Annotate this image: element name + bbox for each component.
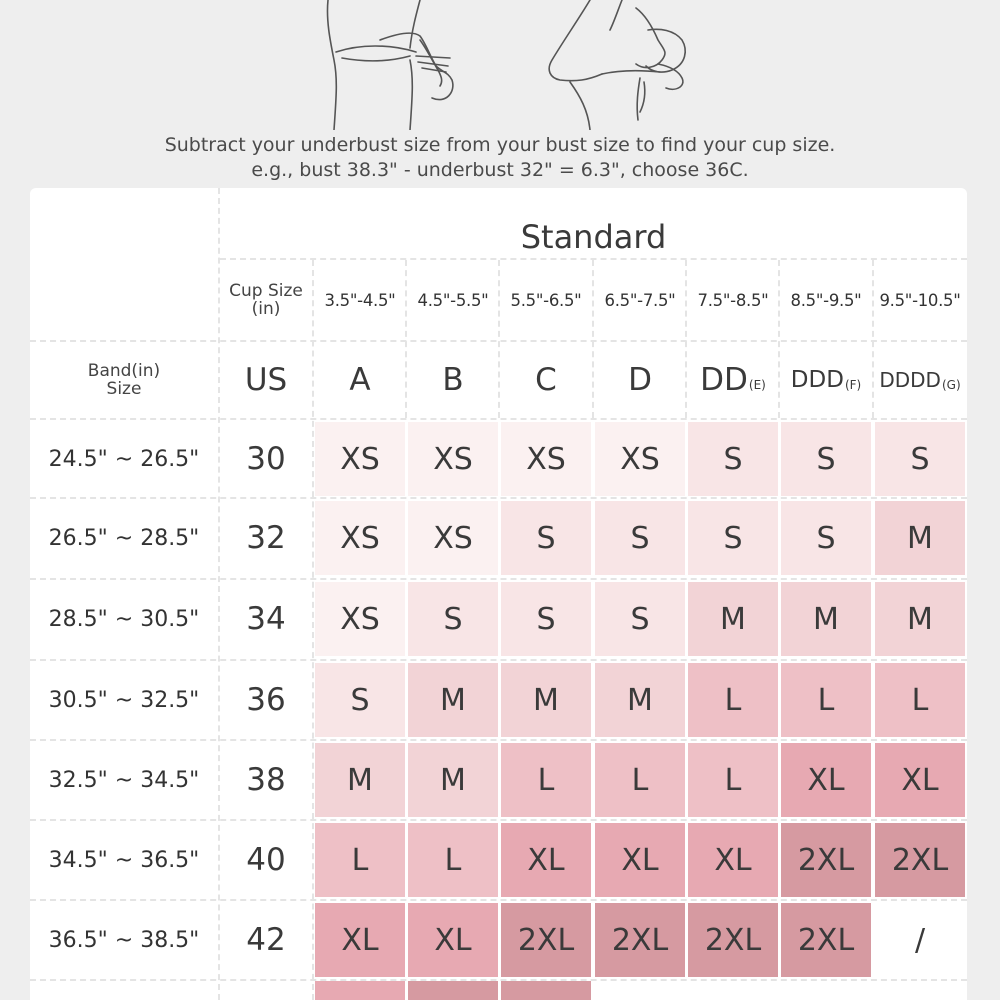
size-cell: XS (315, 422, 405, 496)
size-cell: XS (501, 422, 591, 496)
grid-line-horizontal (30, 979, 967, 981)
size-cell-cutoff (408, 981, 498, 1000)
size-cell: XS (315, 582, 405, 656)
us-band-cell: 42 (246, 922, 286, 958)
us-label: US (244, 362, 288, 398)
instruction-line-1: Subtract your underbust size from your bust size to find your cup size. (164, 134, 836, 156)
size-cell: 2XL (781, 823, 871, 897)
cup-letter-header (593, 342, 687, 418)
size-cell: XL (688, 823, 778, 897)
size-cell: L (688, 663, 778, 737)
band-range-cell: 30.5" ~ 32.5" (48, 687, 200, 713)
band-range-cell: 32.5" ~ 34.5" (48, 767, 200, 793)
size-cell: XS (315, 501, 405, 575)
size-cell: S (501, 582, 591, 656)
size-cell-cutoff (501, 981, 591, 1000)
size-cell: L (688, 743, 778, 817)
size-cell: L (875, 663, 965, 737)
size-cell: / (875, 903, 965, 977)
size-cell: XS (595, 422, 685, 496)
size-cell-cutoff (315, 981, 405, 1000)
us-band-cell: 30 (246, 441, 286, 477)
size-cell: 2XL (781, 903, 871, 977)
cup-range-header: 6.5"-7.5" (604, 290, 676, 310)
us-band-cell: 36 (246, 682, 286, 718)
size-cell: XL (595, 823, 685, 897)
size-cell: XS (408, 501, 498, 575)
band-range-cell: 24.5" ~ 26.5" (48, 446, 200, 472)
measure-underbust-illustration (320, 0, 470, 130)
size-cell: 2XL (875, 823, 965, 897)
cup-range-header: 9.5"-10.5" (879, 290, 961, 310)
band-range-cell: 26.5" ~ 28.5" (48, 525, 200, 551)
cup-letter: C (535, 362, 557, 398)
cup-letter-header (499, 342, 593, 418)
size-cell: L (501, 743, 591, 817)
cup-letter-header (873, 342, 967, 418)
cup-range-header: 5.5"-6.5" (510, 290, 582, 310)
measuring-illustrations (30, 0, 970, 130)
size-cell: M (875, 501, 965, 575)
cup-letter-alt: (F) (844, 378, 862, 392)
cup-range-header: 3.5"-4.5" (324, 290, 396, 310)
cup-range-header: 8.5"-9.5" (790, 290, 862, 310)
us-band-cell: 34 (246, 601, 286, 637)
cup-range-header: 4.5"-5.5" (417, 290, 489, 310)
cup-letter: DDD (790, 367, 844, 393)
size-cell: XL (408, 903, 498, 977)
size-cell: S (781, 422, 871, 496)
us-band-cell: 38 (246, 762, 286, 798)
us-band-cell: 32 (246, 520, 286, 556)
band-range-cell: 28.5" ~ 30.5" (48, 606, 200, 632)
cup-letter: D (628, 362, 652, 398)
size-cell: L (408, 823, 498, 897)
table-title: Standard (520, 218, 667, 256)
cup-letter-header (686, 342, 780, 418)
cup-letter: DDDD (879, 368, 941, 392)
size-cell: L (595, 743, 685, 817)
size-cell: S (408, 582, 498, 656)
size-cell: 2XL (501, 903, 591, 977)
cup-letter-alt: (G) (941, 378, 961, 392)
size-cell: S (875, 422, 965, 496)
band-range-cell: 34.5" ~ 36.5" (48, 847, 200, 873)
cup-letter: DD (700, 362, 748, 398)
size-cell: XL (781, 743, 871, 817)
band-size-header: Band(in) Size (87, 361, 161, 399)
size-cell: S (595, 501, 685, 575)
size-cell: S (688, 501, 778, 575)
us-band-cell: 40 (246, 842, 286, 878)
size-cell: M (781, 582, 871, 656)
cup-letter-header (779, 342, 873, 418)
size-cell: XL (875, 743, 965, 817)
cup-letter: B (442, 362, 464, 398)
size-cell: M (688, 582, 778, 656)
cup-letter: A (349, 362, 371, 398)
size-cell: M (315, 743, 405, 817)
size-cell: M (595, 663, 685, 737)
cup-letter-header (313, 342, 407, 418)
cup-letter-header (406, 342, 500, 418)
cup-size-header: Cup Size (in) (229, 281, 303, 319)
size-cell: M (408, 663, 498, 737)
size-cell: S (595, 582, 685, 656)
size-cell: S (781, 501, 871, 575)
instruction-line-2: e.g., bust 38.3" - underbust 32" = 6.3", choose 36C. (251, 159, 749, 181)
size-cell: S (315, 663, 405, 737)
cup-letter-alt: (E) (748, 378, 766, 392)
cup-range-header: 7.5"-8.5" (697, 290, 769, 310)
size-cell: L (315, 823, 405, 897)
band-range-cell: 36.5" ~ 38.5" (48, 927, 200, 953)
size-cell: 2XL (688, 903, 778, 977)
measure-bust-illustration (540, 0, 720, 130)
size-cell: 2XL (595, 903, 685, 977)
size-cell: XS (408, 422, 498, 496)
size-cell: XL (501, 823, 591, 897)
cup-size-instructions (30, 133, 970, 183)
size-cell: M (408, 743, 498, 817)
size-cell: XL (315, 903, 405, 977)
size-cell: S (688, 422, 778, 496)
size-chart-table (30, 188, 967, 1000)
size-cell: M (875, 582, 965, 656)
size-cell: S (501, 501, 591, 575)
size-cell: L (781, 663, 871, 737)
size-cell: M (501, 663, 591, 737)
